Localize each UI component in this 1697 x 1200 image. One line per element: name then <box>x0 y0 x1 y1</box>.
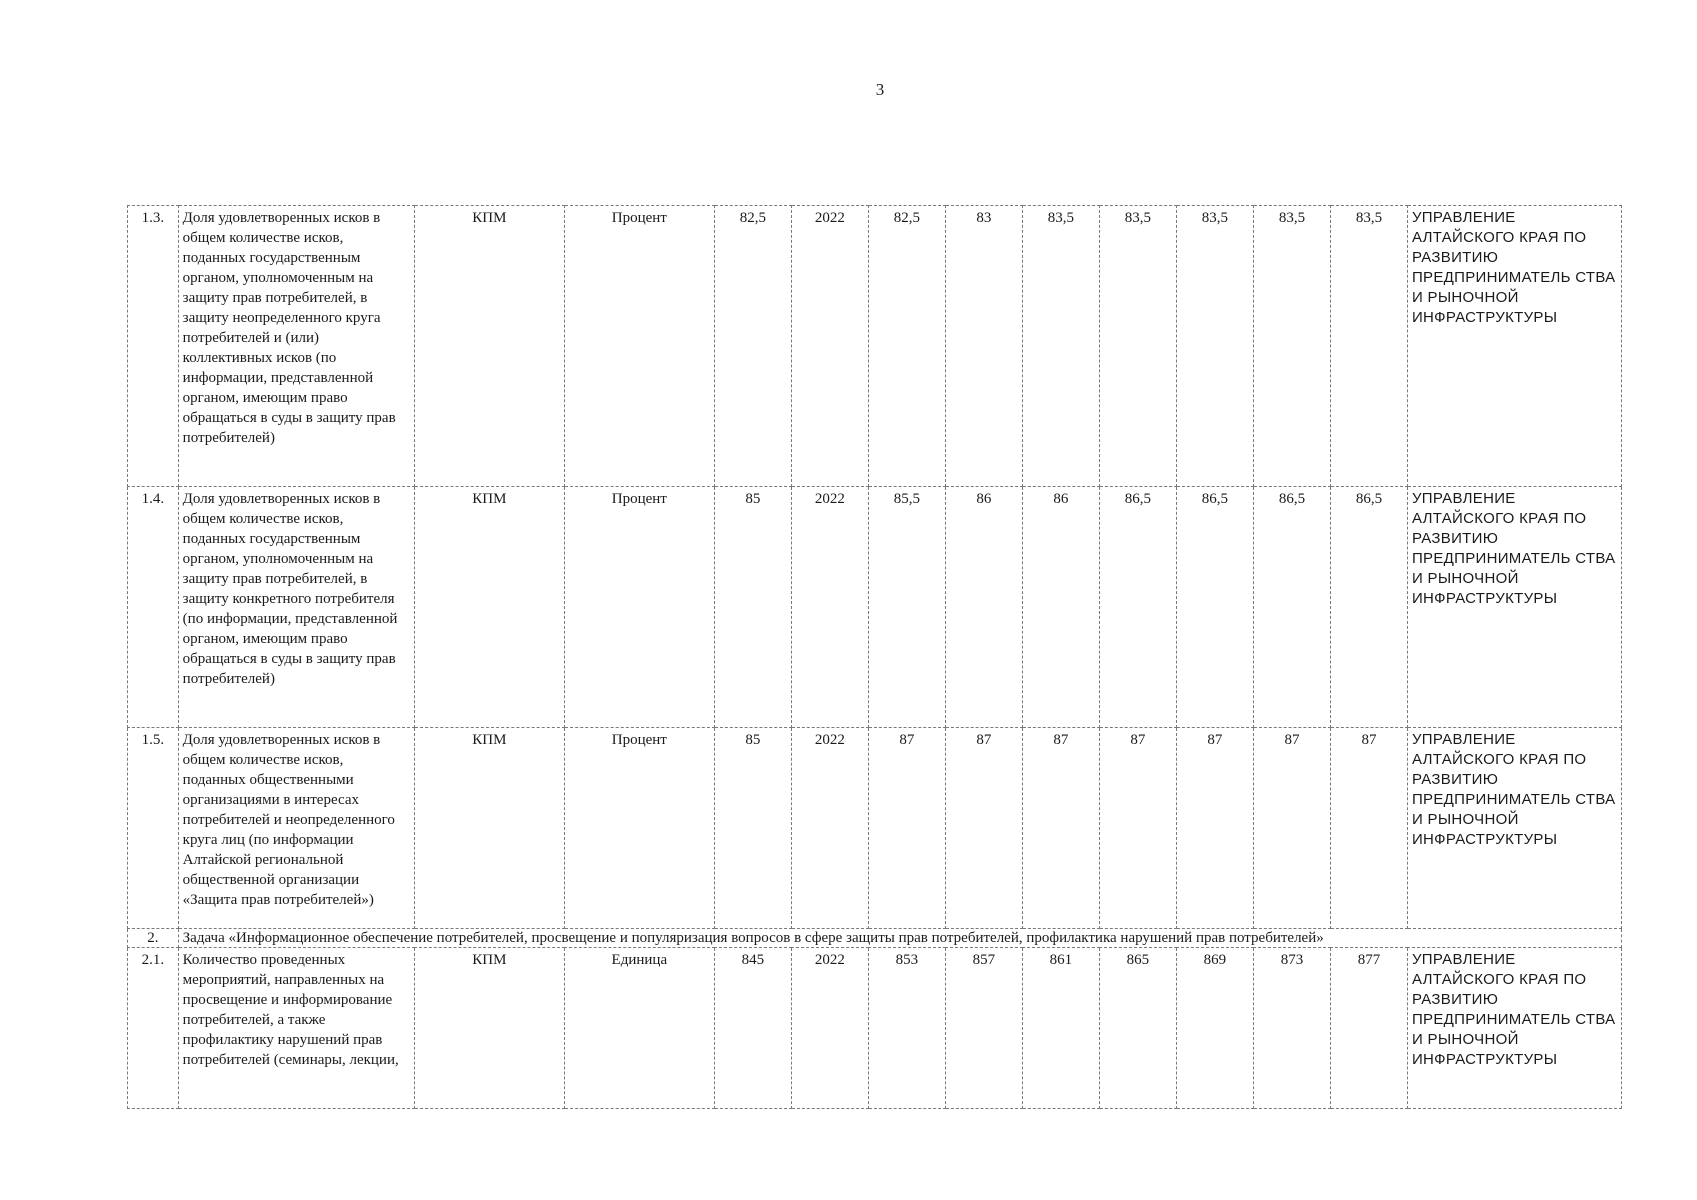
year-value: 87 <box>1022 728 1099 929</box>
indicator-type: КПМ <box>414 728 564 929</box>
responsible-body: УПРАВЛЕНИЕ АЛТАЙСКОГО КРАЯ ПО РАЗВИТИЮ ПРЕДПРИНИМАТЕЛЬ СТВА И РЫНОЧНОЙ ИНФРАСТРУКТУРЫ <box>1407 206 1621 487</box>
base-value: 85 <box>714 728 791 929</box>
year-value: 869 <box>1176 948 1253 1109</box>
year-value: 87 <box>1099 728 1176 929</box>
year-value: 85,5 <box>868 487 945 728</box>
indicator-name: Доля удовлетворенных исков в общем количестве исков, поданных государственным органом, уполномоченным на защиту прав потребителей, в защиту неопределенного круга потребителей и (или) коллективных исков (по информации, представленной органом, имеющим право обращаться в суды в защиту прав потребителей) <box>178 206 414 487</box>
base-value: 85 <box>714 487 791 728</box>
year-value: 83 <box>945 206 1022 487</box>
indicator-name: Количество проведенных мероприятий, направленных на просвещение и информирование потребителей, а также профилактику нарушений прав потребителей (семинары, лекции, <box>178 948 414 1109</box>
base-year: 2022 <box>791 487 868 728</box>
row-number: 1.4. <box>128 487 179 728</box>
table-row <box>128 728 1622 929</box>
table-row <box>128 206 1622 487</box>
task-row <box>128 929 1622 948</box>
year-value: 87 <box>1253 728 1330 929</box>
row-number: 1.3. <box>128 206 179 487</box>
year-value: 87 <box>1176 728 1253 929</box>
indicator-name: Доля удовлетворенных исков в общем количестве исков, поданных государственным органом, уполномоченным на защиту прав потребителей, в защиту конкретного потребителя (по информации, представленной органом, имеющим право обращаться в суды в защиту прав потребителей) <box>178 487 414 728</box>
year-value: 87 <box>945 728 1022 929</box>
task-title: Задача «Информационное обеспечение потребителей, просвещение и популяризация вопросов в сфере защиты прав потребителей, профилактика нарушений прав потребителей» <box>178 929 1621 948</box>
indicator-name: Доля удовлетворенных исков в общем количестве исков, поданных общественными организациями в интересах потребителей и неопределенного круга лиц (по информации Алтайской региональной общественной организации «Защита прав потребителей») <box>178 728 414 929</box>
year-value: 83,5 <box>1022 206 1099 487</box>
year-value: 861 <box>1022 948 1099 1109</box>
year-value: 86,5 <box>1176 487 1253 728</box>
year-value: 857 <box>945 948 1022 1109</box>
page-number: 3 <box>875 80 885 99</box>
unit: Процент <box>564 487 714 728</box>
year-value: 86,5 <box>1330 487 1407 728</box>
indicators-table <box>127 205 1622 1109</box>
unit: Процент <box>564 728 714 929</box>
row-number: 2.1. <box>128 948 179 1109</box>
year-value: 873 <box>1253 948 1330 1109</box>
base-value: 82,5 <box>714 206 791 487</box>
year-value: 865 <box>1099 948 1176 1109</box>
unit: Процент <box>564 206 714 487</box>
base-year: 2022 <box>791 206 868 487</box>
task-number: 2. <box>128 929 179 948</box>
year-value: 853 <box>868 948 945 1109</box>
table-row <box>128 487 1622 728</box>
base-value: 845 <box>714 948 791 1109</box>
indicator-type: КПМ <box>414 487 564 728</box>
year-value: 83,5 <box>1330 206 1407 487</box>
year-value: 82,5 <box>868 206 945 487</box>
year-value: 86 <box>945 487 1022 728</box>
responsible-body: УПРАВЛЕНИЕ АЛТАЙСКОГО КРАЯ ПО РАЗВИТИЮ ПРЕДПРИНИМАТЕЛЬ СТВА И РЫНОЧНОЙ ИНФРАСТРУКТУРЫ <box>1407 728 1621 929</box>
year-value: 83,5 <box>1176 206 1253 487</box>
year-value: 86,5 <box>1253 487 1330 728</box>
year-value: 877 <box>1330 948 1407 1109</box>
responsible-body: УПРАВЛЕНИЕ АЛТАЙСКОГО КРАЯ ПО РАЗВИТИЮ ПРЕДПРИНИМАТЕЛЬ СТВА И РЫНОЧНОЙ ИНФРАСТРУКТУРЫ <box>1407 948 1621 1109</box>
unit: Единица <box>564 948 714 1109</box>
year-value: 83,5 <box>1099 206 1176 487</box>
year-value: 87 <box>868 728 945 929</box>
year-value: 86 <box>1022 487 1099 728</box>
row-number: 1.5. <box>128 728 179 929</box>
indicator-type: КПМ <box>414 206 564 487</box>
year-value: 87 <box>1330 728 1407 929</box>
year-value: 86,5 <box>1099 487 1176 728</box>
base-year: 2022 <box>791 728 868 929</box>
table-row <box>128 948 1622 1109</box>
responsible-body: УПРАВЛЕНИЕ АЛТАЙСКОГО КРАЯ ПО РАЗВИТИЮ ПРЕДПРИНИМАТЕЛЬ СТВА И РЫНОЧНОЙ ИНФРАСТРУКТУРЫ <box>1407 487 1621 728</box>
year-value: 83,5 <box>1253 206 1330 487</box>
indicator-type: КПМ <box>414 948 564 1109</box>
base-year: 2022 <box>791 948 868 1109</box>
